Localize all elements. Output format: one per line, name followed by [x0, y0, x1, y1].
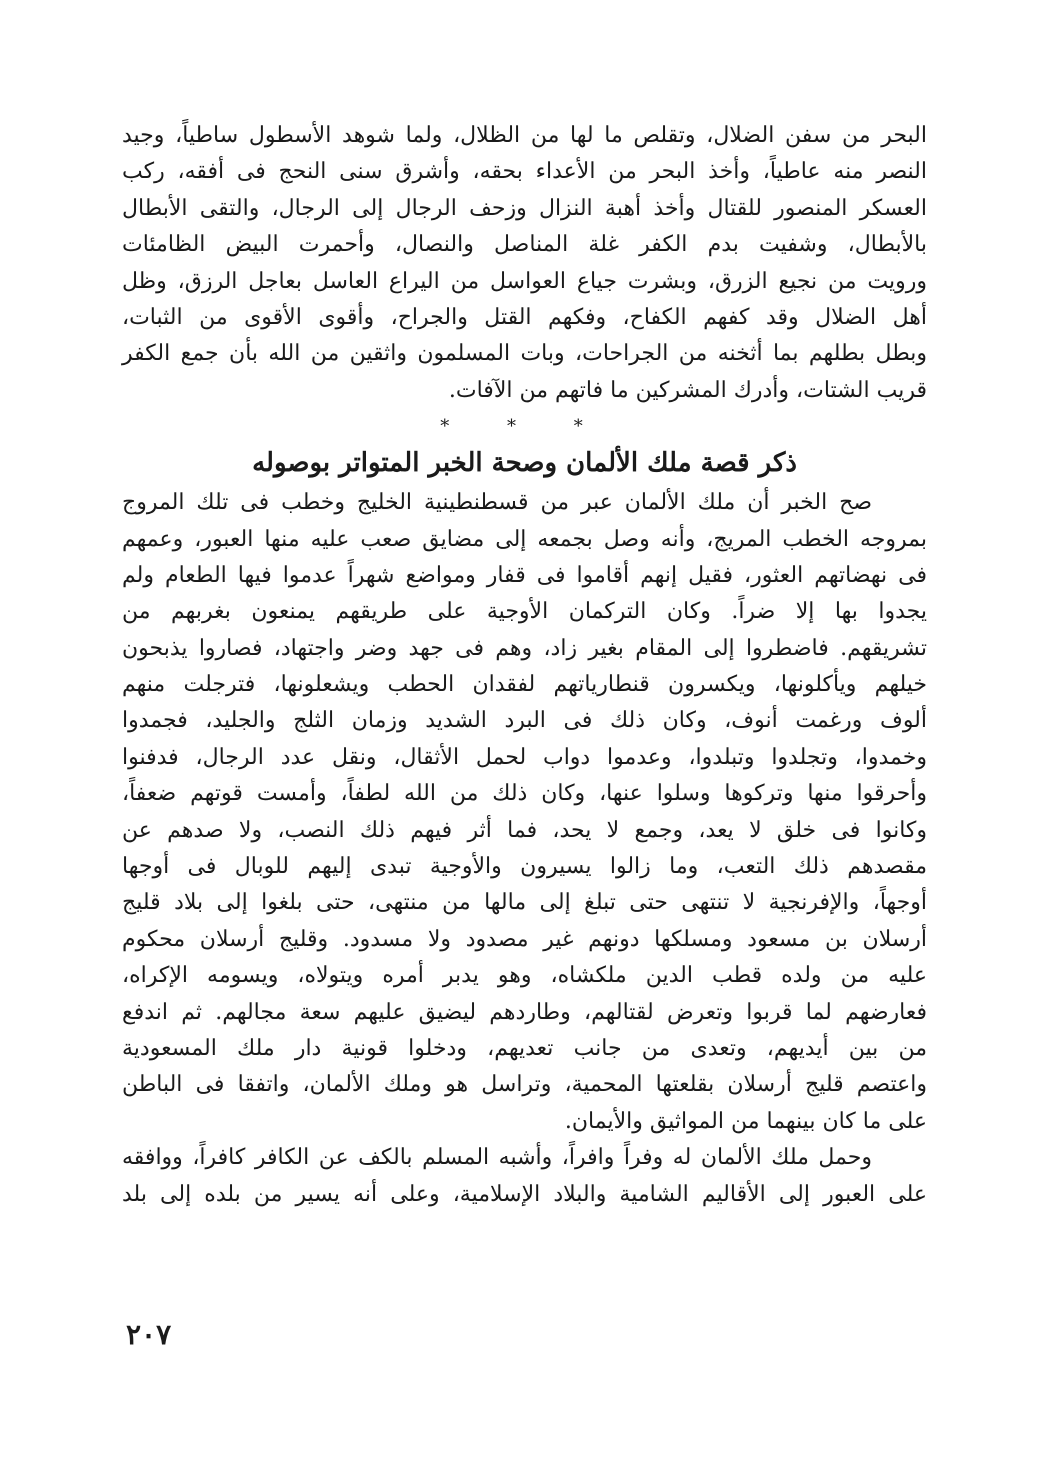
- text-line: واعتصم قليج أرسلان بقلعتها المحمية، وتراسل هو وملك الألمان، واتفقا فى الباطن: [122, 1072, 927, 1098]
- text-line: أوجهاً، والإفرنجية لا تنتهى حتى تبلغ إلى مالها من منتهى، حتى بلغوا إلى بلاد قليج: [122, 890, 927, 916]
- text-line: قريب الشتات، وأدرك المشركين ما فاتهم من الآفات.: [448, 377, 927, 403]
- text-line: وحمل ملك الألمان له وفراً وافراً، وأشبه المسلم بالكف عن الكافر كافراً، ووافقه: [122, 1145, 872, 1171]
- section-separator: * * *: [440, 416, 609, 438]
- text-line: خيلهم ويأكلونها، ويكسرون قنطارياتهم لفقدان الحطب ويشعلونها، فترجلت منهم: [122, 672, 927, 698]
- paragraph-1: [122, 118, 927, 409]
- text-line: وأحرقوا منها وتركوها وسلوا عنها، وكان ذلك من الله لطفاً، وأمست قوتهم ضعفاً،: [122, 781, 927, 807]
- text-line: فى نهضاتهم العثور، فقيل إنهم أقاموا فى قفار ومواضع شهراً عدموا فيها الطعام ولم: [122, 562, 927, 588]
- text-line: بمروجه الخطب المريج، وأنه وصل بجمعه إلى مضايق صعب عليه منها العبور، وعمهم: [122, 526, 927, 552]
- text-line: يجدوا بها إلا ضراً. وكان التركمان الأوجية على طريقهم يمنعون بغربهم من: [122, 599, 927, 625]
- text-line: من بين أيديهم، وتعدى من جانب تعديهم، ودخلوا قونية دار ملك المسعودية: [122, 1035, 927, 1061]
- text-line: تشريقهم. فاضطروا إلى المقام بغير زاد، وهم فى جهد وضر واجتهاد، فصاروا يذبحون: [122, 635, 927, 661]
- text-line: على ما كان بينهما من المواثيق والأيمان.: [564, 1108, 927, 1134]
- text-line: مقصدهم ذلك التعب، وما زالوا يسيرون والأوجية تبدى إليهم للوبال فى أوجها: [122, 854, 927, 880]
- text-line: أهل الضلال وقد كفهم الكفاح، وفكهم القتل والجراح، وأقوى الأقوى من الثبات،: [122, 304, 927, 330]
- text-line: بالأبطال، وشفيت بدم الكفر غلة المناصل والنصال، وأحمرت البيض الظامئات: [122, 232, 927, 258]
- text-line: ألوف ورغمت أنوف، وكان ذلك فى البرد الشديد وزمان الثلج والجليد، فجمدوا: [122, 708, 927, 734]
- text-line: صح الخبر أن ملك الألمان عبر من قسطنطينية الخليج وخطب فى تلك المروج: [122, 490, 872, 516]
- text-line: ورويت من نجيع الزرق، وبشرت جياع العواسل من اليراع العاسل بعاجل الرزق، وظل: [122, 268, 927, 294]
- text-line: البحر من سفن الضلال، وتقلص ما لها من الظلال، ولما شوهد الأسطول ساطياً، وجيد: [122, 123, 927, 148]
- page-body: [122, 118, 927, 1213]
- section-heading: ذكر قصة ملك الألمان وصحة الخبر المتواتر بوصوله: [252, 448, 797, 479]
- text-line: فعارضهم لما قربوا وتعرض لقتالهم، وطاردهم ليضيق عليهم سعة مجالهم. ثم اندفع: [122, 999, 927, 1025]
- text-line: وبطل بطلهم بما أثخنه من الجراحات، وبات المسلمون واثقين من الله بأن جمع الكفر: [122, 341, 927, 367]
- page-number: ٢٠٧: [126, 1318, 172, 1351]
- text-line: عليه من ولده قطب الدين ملكشاه، وهو يدبر أمره ويتولاه، ويسومه الإكراه،: [122, 963, 927, 989]
- text-line: العسكر المنصور للقتال وأخذ أهبة النزال وزحف الرجال إلى الرجال، والتقى الأبطال: [122, 195, 927, 221]
- paragraph-2: [122, 485, 927, 1140]
- text-line: أرسلان بن مسعود ومسلكها دونهم غير مصدود ولا مسدود. وقليج أرسلان محكوم: [122, 926, 927, 952]
- text-line: وكانوا فى خلق لا يعد، وجمع لا يحد، فما أثر فيهم ذلك النصب، ولا صدهم عن: [122, 817, 927, 843]
- text-line: النصر منه عاطياً، وأخذ البحر من الأعداء بحقه، وأشرق سنى النحج فى أفقه، ركب: [122, 159, 928, 185]
- text-line: على العبور إلى الأقاليم الشامية والبلاد الإسلامية، وعلى أنه يسير من بلده إلى بلد: [122, 1181, 927, 1207]
- paragraph-3: [122, 1140, 927, 1213]
- text-line: وخمدوا، وتجلدوا وتبلدوا، وعدموا دواب لحمل الأثقال، ونقل عدد الرجال، فدفنوا: [122, 744, 927, 770]
